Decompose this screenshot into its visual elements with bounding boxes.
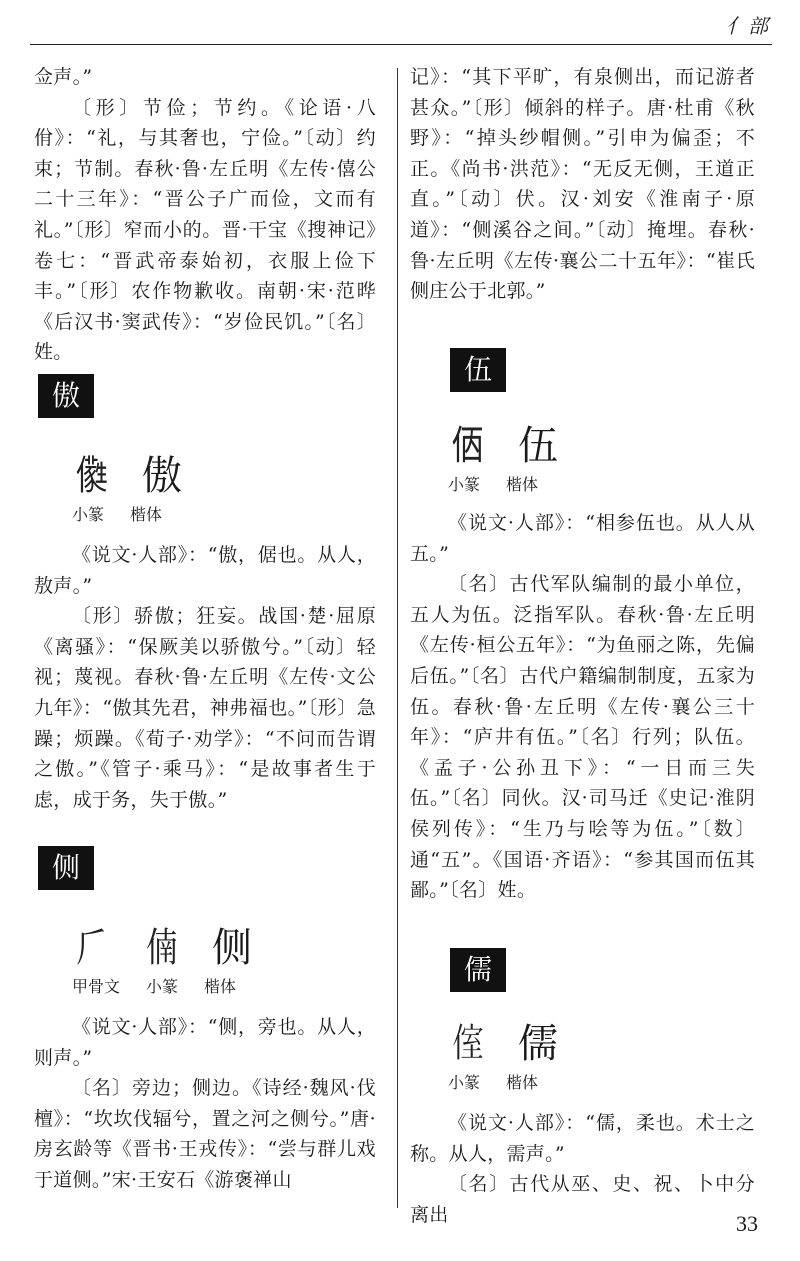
definition-text: 〔形〕骄傲；狂妄。战国·楚·屈原《离骚》：“保厥美以骄傲兮。”〔动〕轻视；蔑视。春秋·鲁·左丘明《左传·文公九年》：“傲其先君，神弗福也。”〔形〕急躁；烦躁。《荀子·劝学》：“不问而告谓之傲。”《管子·乘马》：“是故事者生于虑，成于务，失于傲。”	[34, 605, 376, 811]
seal-script-glyph: 𠋤	[452, 1021, 484, 1067]
column-divider	[397, 68, 398, 1208]
script-labels-ao	[72, 502, 376, 528]
running-head: 亻部	[726, 14, 770, 38]
script-labels-ru	[448, 1070, 755, 1096]
shuowen-text: 《说文·人部》：“相参伍也。从人从五。”	[410, 512, 755, 565]
script-label: 楷体	[130, 505, 163, 524]
script-label: 小篆	[72, 505, 105, 524]
seal-script-glyph: 㑲	[146, 925, 178, 971]
shuowen-text: 《说文·人部》：“侧，旁也。从人，则声。”	[34, 1016, 376, 1069]
script-label: 楷体	[506, 475, 539, 494]
page-number: 33	[736, 1211, 758, 1236]
regular-script-glyph: 伍	[518, 423, 558, 469]
script-labels-wu	[448, 472, 755, 498]
entry-heading-ru: 儒	[450, 948, 506, 992]
continued-text: 佥声。”	[34, 66, 93, 88]
seal-script-glyph: 𠈇	[452, 423, 484, 469]
definition-text: 〔名〕古代军队编制的最小单位，五人为伍。泛指军队。春秋·鲁·左丘明《左传·桓公五年》：“为鱼丽之陈，先偏后伍。”〔名〕古代户籍编制制度，五家为伍。春秋·鲁·左丘明《左传·襄公三十年》：“庐井有伍。”〔名〕行列；队伍。《孟子·公孙丑下》：“一日而三失伍。”〔名〕同伙。汉·司马迁《史记·淮阴侯列传》：“生乃与哙等为伍。”〔数〕通“五”。《国语·齐语》：“参其国而伍其鄙。”〔名〕姓。	[410, 573, 755, 902]
glyph-row-ao	[72, 450, 376, 502]
script-label: 甲骨文	[72, 977, 121, 996]
definition-text: 〔名〕旁边；侧边。《诗经·魏风·伐檀》：“坎坎伐辐兮，置之河之侧兮。”唐·房玄龄等《晋书·王戎传》：“尝与群儿戏于道侧。”宋·王安石《游褒禅山	[34, 1077, 376, 1191]
entry-heading-ce: 侧	[38, 846, 94, 890]
shuowen-text: 《说文·人部》：“傲，倨也。从人，敖声。”	[34, 544, 376, 597]
script-label: 小篆	[448, 475, 481, 494]
regular-script-glyph: 儒	[518, 1021, 558, 1067]
glyph-row-ru	[448, 1018, 755, 1070]
shuowen-text: 《说文·人部》：“儒，柔也。术士之称。从人，需声。”	[410, 1112, 755, 1165]
regular-script-glyph: 侧	[212, 925, 252, 971]
glyph-row-wu	[448, 420, 755, 472]
continued-text: 记》：“其下平旷，有泉侧出，而记游者甚众。”〔形〕倾斜的样子。唐·杜甫《秋野》：“掉头纱帽侧。”引申为偏歪；不正。《尚书·洪范》：“无反无侧，王道正直。”〔动〕伏。汉·刘安《淮南子·原道》：“侧溪谷之间。”〔动〕掩埋。春秋·鲁·左丘明《左传·襄公二十五年》：“崔氏侧庄公于北郭。”	[410, 66, 755, 303]
definition-text: 〔名〕古代从巫、史、祝、卜中分离出	[410, 1173, 755, 1226]
script-label: 楷体	[506, 1073, 539, 1092]
script-labels-ce	[72, 974, 376, 1000]
script-label: 小篆	[146, 977, 179, 996]
glyph-row-ce	[72, 922, 376, 974]
definition-text: 〔形〕节俭；节约。《论语·八佾》：“礼，与其奢也，宁俭。”〔动〕约束；节制。春秋·鲁·左丘明《左传·僖公二十三年》：“晋公子广而俭，文而有礼。”〔形〕窄而小的。晋·干宝《搜神记》卷七：“晋武帝泰始初，衣服上俭下丰。”〔形〕农作物歉收。南朝·宋·范晔《后汉书·窦武传》：“岁俭民饥。”〔名〕姓。	[34, 96, 376, 364]
entry-heading-ao: 傲	[38, 374, 94, 418]
entry-heading-wu: 伍	[450, 348, 506, 392]
script-label: 小篆	[448, 1073, 481, 1092]
script-label: 楷体	[204, 977, 237, 996]
seal-script-glyph: 𠐭	[76, 453, 108, 499]
header-rule	[30, 44, 772, 45]
regular-script-glyph: 傲	[142, 453, 182, 499]
oracle-bone-glyph: 𠂆	[76, 925, 108, 971]
